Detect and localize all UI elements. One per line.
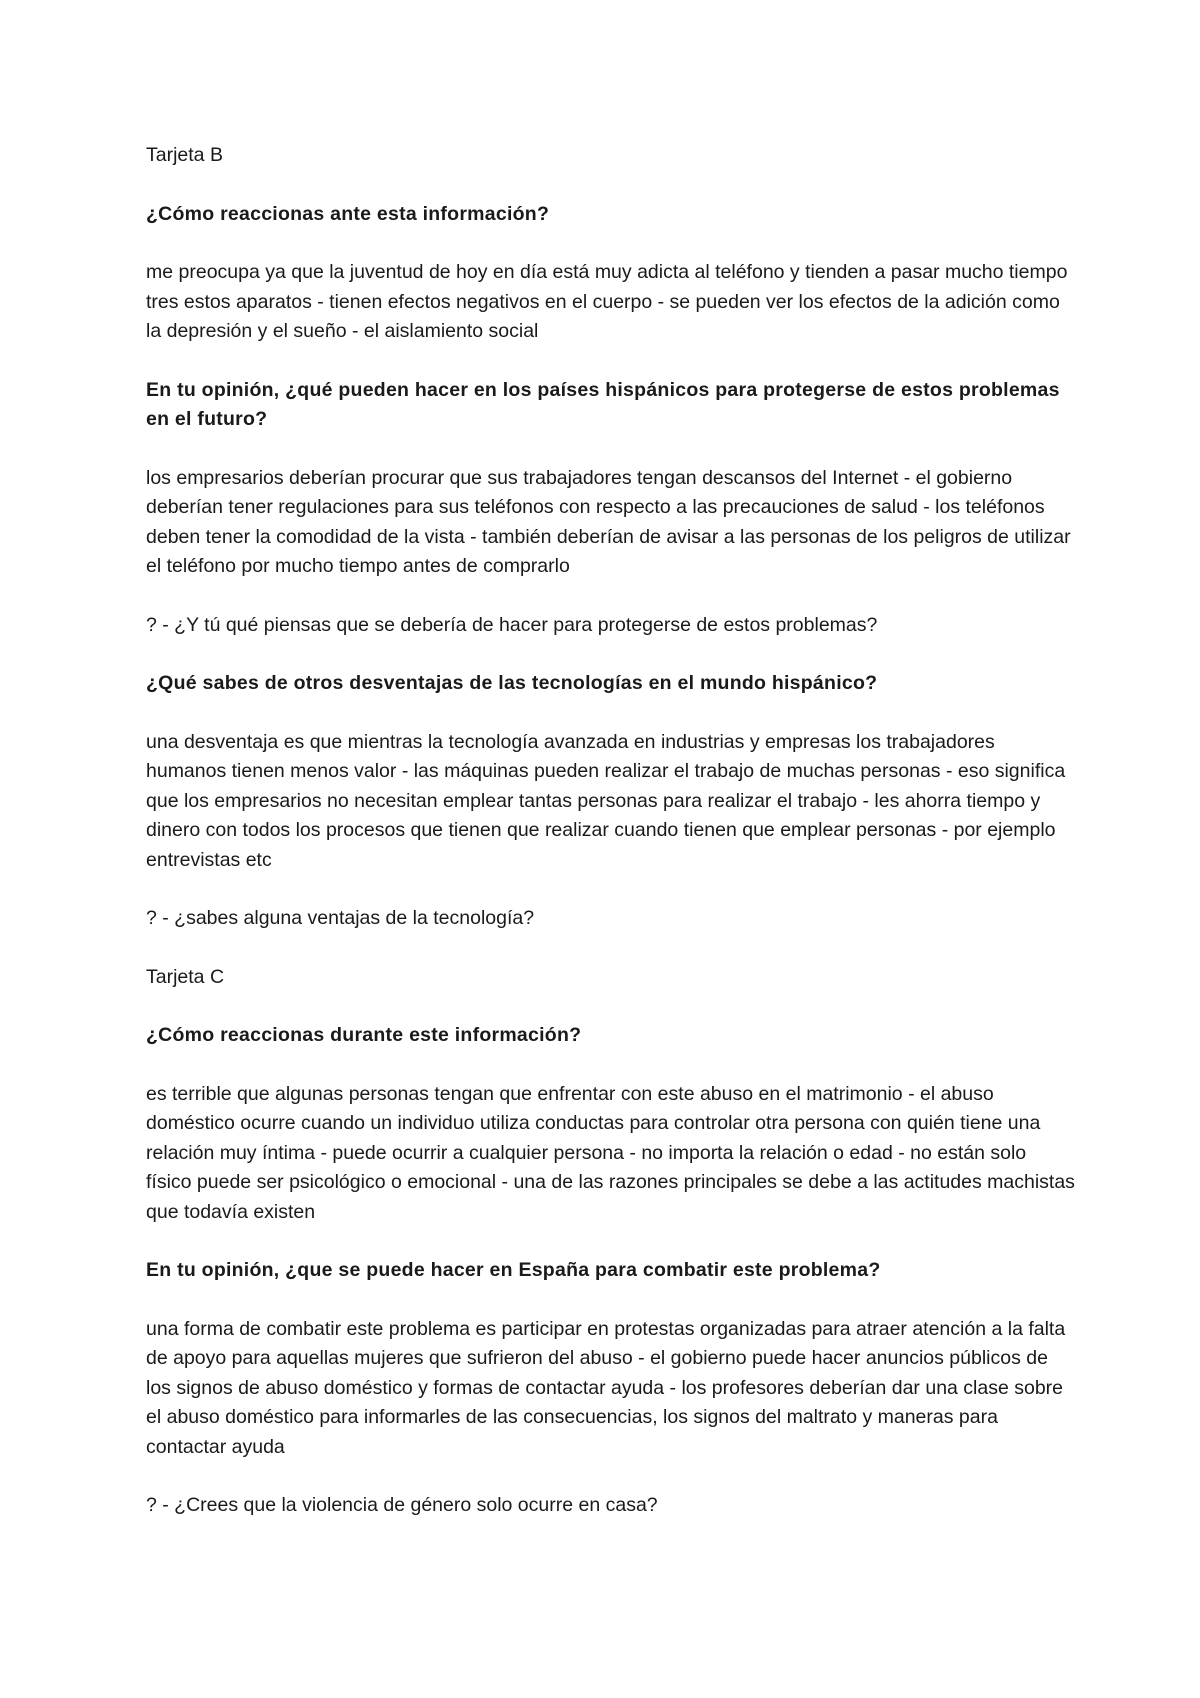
card-label-c: Tarjeta C	[146, 965, 225, 988]
question-opinion-c: En tu opinión, ¿que se puede hacer en España para combatir este problema?	[146, 1259, 881, 1281]
followup-question-b2: ? - ¿sabes alguna ventajas de la tecnología?	[146, 907, 535, 929]
followup-question-c: ? - ¿Crees que la violencia de género solo ocurre en casa?	[146, 1494, 658, 1516]
answer-reaction-b: me preocupa ya que la juventud de hoy en día está muy adicta al teléfono y tienden a pasar mucho tiempo tres estos aparatos - tienen efectos negativos en el cuerpo - se pueden ver los efectos de la adición como la depresión y el sueño - el aislamiento social	[146, 261, 1068, 342]
answer-disadvantages-b: una desventaja es que mientras la tecnología avanzada en industrias y empresas los trabajadores humanos tienen menos valor - las máquinas pueden realizar el trabajo de muchas personas - eso significa que los empresarios no necesitan emplear tantas personas para realizar el trabajo - les ahorra tiempo y dinero con todos los procesos que tienen que realizar cuando tienen que emplear personas - por ejemplo entrevistas etc	[146, 730, 1066, 871]
question-reaction-c: ¿Cómo reaccionas durante este información?	[146, 1024, 582, 1046]
question-disadvantages-b: ¿Qué sabes de otros desventajas de las tecnologías en el mundo hispánico?	[146, 672, 878, 694]
document-page	[146, 141, 1076, 1550]
answer-opinion-c: una forma de combatir este problema es participar en protestas organizadas para atraer atención a la falta de apoyo para aquellas mujeres que sufrieron del abuso - el gobierno puede hacer anuncios públicos de los signos de abuso doméstico y formas de contactar ayuda - los profesores deberían dar una clase sobre el abuso doméstico para informarles de las consecuencias, los signos del maltrato y maneras para contactar ayuda	[146, 1317, 1066, 1458]
followup-question-b1: ? - ¿Y tú qué piensas que se debería de hacer para protegerse de estos problemas?	[146, 613, 878, 636]
card-label-b: Tarjeta B	[146, 144, 223, 166]
answer-reaction-c: es terrible que algunas personas tengan que enfrentar con este abuso en el matrimonio - el abuso doméstico ocurre cuando un individuo utiliza conductas para controlar otra persona con quién tiene una relación muy íntima - puede ocurrir a cualquier persona - no importa la relación o edad - no están solo físico puede ser psicológico o emocional - una de las razones principales se debe a las actitudes machistas que todavía existen	[146, 1082, 1075, 1223]
answer-opinion-b: los empresarios deberían procurar que sus trabajadores tengan descansos del Internet - el gobierno deberían tener regulaciones para sus teléfonos con respecto a las precauciones de salud - los teléfonos deben tener la comodidad de la vista - también deberían de avisar a las personas de los peligros de utilizar el teléfono por mucho tiempo antes de comprarlo	[146, 466, 1071, 577]
question-opinion-b: En tu opinión, ¿qué pueden hacer en los países hispánicos para protegerse de estos problemas en el futuro?	[146, 378, 1060, 430]
question-reaction-b: ¿Cómo reaccionas ante esta información?	[146, 202, 550, 225]
